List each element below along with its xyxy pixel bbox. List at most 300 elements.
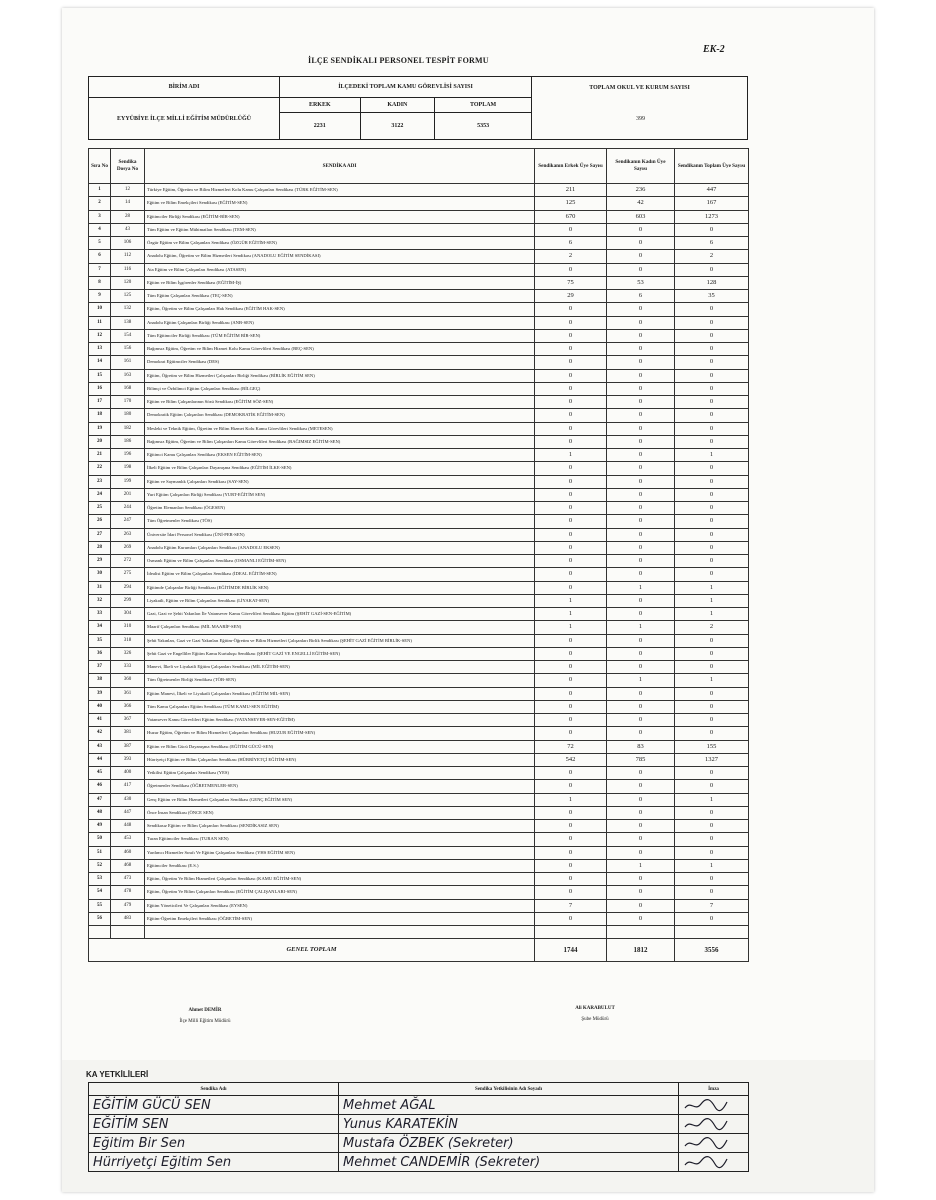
cell-toplam: 0 — [675, 846, 749, 859]
cell-erkek: 0 — [535, 409, 607, 422]
table-row — [89, 488, 749, 501]
yetkili-name: Mehmet CANDEMİR (Sekreter) — [339, 1153, 679, 1172]
cell-kadin: 0 — [607, 767, 675, 780]
cell-sira-no: 28 — [89, 541, 111, 554]
cell-toplam: 0 — [675, 820, 749, 833]
table-row — [89, 700, 749, 713]
table-row — [89, 647, 749, 660]
cell-sendika-adi: Eğitim ve Saymanlık Çalışanları Sendikası (SAY-SEN) — [145, 475, 535, 488]
cell-sira-no: 55 — [89, 899, 111, 912]
cell-sira-no: 54 — [89, 886, 111, 899]
cell-erkek: 0 — [535, 356, 607, 369]
cell-kadin: 1 — [607, 674, 675, 687]
table-row — [89, 422, 749, 435]
cell-dosya-no: 116 — [111, 263, 145, 276]
cell-sira-no: 27 — [89, 528, 111, 541]
cell-toplam: 0 — [675, 912, 749, 925]
cell-dosya-no: 120 — [111, 276, 145, 289]
cell-erkek: 0 — [535, 382, 607, 395]
cell-dosya-no: 361 — [111, 687, 145, 700]
col-sendika-adi: SENDİKA ADI — [145, 149, 535, 184]
cell-toplam: 1 — [675, 793, 749, 806]
table-row — [89, 462, 749, 475]
table-row — [89, 793, 749, 806]
col-yet-yetkili: Sendika Yetkilisinin Adı Soyadı — [339, 1083, 679, 1096]
cell-erkek: 0 — [535, 488, 607, 501]
cell-sira-no: 21 — [89, 449, 111, 462]
cell-kadin: 0 — [607, 899, 675, 912]
cell-sira-no: 23 — [89, 475, 111, 488]
cell-toplam: 0 — [675, 343, 749, 356]
cell-erkek: 0 — [535, 435, 607, 448]
cell-sendika-adi: Üniversite İdari Personel Sendikası (ÜNİ-PER-SEN) — [145, 528, 535, 541]
yetkili-row — [89, 1153, 749, 1172]
cell-dosya-no: 468 — [111, 859, 145, 872]
cell-dosya-no: 43 — [111, 223, 145, 236]
table-row — [89, 886, 749, 899]
cell-toplam: 0 — [675, 727, 749, 740]
table-row — [89, 223, 749, 236]
imza-signature — [679, 1134, 749, 1153]
table-header-row — [89, 149, 749, 184]
cell-sira-no: 26 — [89, 515, 111, 528]
cell-kadin: 0 — [607, 661, 675, 674]
cell-toplam: 0 — [675, 356, 749, 369]
cell-kadin: 0 — [607, 568, 675, 581]
table-row — [89, 449, 749, 462]
cell-toplam: 0 — [675, 488, 749, 501]
cell-sendika-adi: Eğitimde Çalışanlar Birliği Sendikası (EĞİTİMDE BİRLİK SEN) — [145, 581, 535, 594]
cell-sira-no: 7 — [89, 263, 111, 276]
cell-dosya-no: 201 — [111, 488, 145, 501]
cell-toplam: 1273 — [675, 210, 749, 223]
cell-erkek: 1 — [535, 449, 607, 462]
cell-erkek: 0 — [535, 727, 607, 740]
cell-sira-no: 24 — [89, 488, 111, 501]
cell-dosya-no: 161 — [111, 356, 145, 369]
cell-kadin: 0 — [607, 806, 675, 819]
cell-kadin: 0 — [607, 303, 675, 316]
cell-kadin: 0 — [607, 329, 675, 342]
table-row — [89, 594, 749, 607]
cell-toplam: 0 — [675, 435, 749, 448]
cell-dosya-no: 400 — [111, 767, 145, 780]
cell-sendika-adi: Eğitimci Kamu Çalışanları Sendikası (EKSEN EĞİTİM-SEN) — [145, 449, 535, 462]
cell-sira-no: 29 — [89, 555, 111, 568]
table-row — [89, 541, 749, 554]
cell-erkek: 0 — [535, 873, 607, 886]
cell-sira-no: 2 — [89, 197, 111, 210]
cell-sendika-adi: Bağımsız Eğitim, Öğretim ve Bilim Hizmet Kolu Kamu Görevlileri Sendikası (BEÇ-SEN) — [145, 343, 535, 356]
cell-sira-no: 38 — [89, 674, 111, 687]
cell-dosya-no: 460 — [111, 846, 145, 859]
cell-toplam: 1327 — [675, 753, 749, 766]
table-row — [89, 753, 749, 766]
cell-toplam: 0 — [675, 329, 749, 342]
cell-toplam: 0 — [675, 886, 749, 899]
cell-sira-no: 48 — [89, 806, 111, 819]
cell-dosya-no: 393 — [111, 753, 145, 766]
table-row — [89, 435, 749, 448]
cell-dosya-no: 180 — [111, 409, 145, 422]
cell-sira-no: 47 — [89, 793, 111, 806]
cell-sendika-adi: Eğitim Yöneticileri Ve Çalışanları Sendikası (EYSEN) — [145, 899, 535, 912]
cell-sendika-adi: Mesleki ve Teknik Eğitim, Öğretim ve Bilim Hizmet Kolu Kamu Görevlileri Sendikası (METESEN) — [145, 422, 535, 435]
cell-kadin: 42 — [607, 197, 675, 210]
cell-erkek: 0 — [535, 714, 607, 727]
table-row — [89, 767, 749, 780]
cell-toplam: 0 — [675, 767, 749, 780]
cell-dosya-no: 318 — [111, 634, 145, 647]
cell-kadin: 0 — [607, 237, 675, 250]
yetkililer-title: KA YETKİLİLERİ — [86, 1070, 149, 1079]
cell-erkek: 6 — [535, 237, 607, 250]
yetkili-row — [89, 1134, 749, 1153]
cell-sendika-adi: Eğitim, Öğretim Ve Bilim Hizmetleri Çalışanları Sendikası (KAMU EĞİTİM-SEN) — [145, 873, 535, 886]
cell-toplam: 0 — [675, 223, 749, 236]
cell-toplam: 0 — [675, 647, 749, 660]
yetkililer-header-row — [89, 1083, 749, 1096]
cell-toplam: 0 — [675, 502, 749, 515]
cell-erkek: 0 — [535, 515, 607, 528]
cell-sira-no: 30 — [89, 568, 111, 581]
cell-toplam: 0 — [675, 780, 749, 793]
cell-erkek: 0 — [535, 634, 607, 647]
cell-sendika-adi: Maarif Çalışanları Sendikası (MİL MAARİF-SEN) — [145, 621, 535, 634]
cell-erkek: 1 — [535, 594, 607, 607]
cell-kadin: 0 — [607, 475, 675, 488]
cell-toplam: 0 — [675, 661, 749, 674]
cell-erkek: 0 — [535, 767, 607, 780]
total-kadin: 1812 — [607, 939, 675, 962]
cell-sendika-adi: Huzur Eğitim, Öğretim ve Bilim Hizmetleri Çalışanları Sendikası (HUZUR EĞİTİM-SEN) — [145, 727, 535, 740]
cell-sendika-adi: Anadolu Eğitim, Öğretim ve Bilim Hizmetleri Sendikası (ANADOLU EĞİTİM SENDİKASI) — [145, 250, 535, 263]
cell-sira-no: 43 — [89, 740, 111, 753]
cell-toplam: 0 — [675, 515, 749, 528]
okul-value: 399 — [636, 116, 645, 122]
cell-sendika-adi: Manevi, İlkeli ve Liyakatli Eğitim Çalışanları Sendikası (MİL EĞİTİM-SEN) — [145, 661, 535, 674]
yetkili-row — [89, 1096, 749, 1115]
cell-erkek: 0 — [535, 820, 607, 833]
cell-dosya-no: 132 — [111, 303, 145, 316]
cell-kadin: 0 — [607, 263, 675, 276]
col-kadin-uye: Sendikanın Kadın Üye Sayısı — [607, 149, 675, 184]
cell-sendika-adi: Eğitim ve Bilim Gücü Dayanışma Sendikası (EĞİTİM GÜCÜ-SEN) — [145, 740, 535, 753]
cell-dosya-no: 138 — [111, 316, 145, 329]
yetkililer-table — [88, 1082, 749, 1172]
form-title: İLÇE SENDİKALI PERSONEL TESPİT FORMU — [308, 56, 489, 65]
table-row — [89, 303, 749, 316]
cell-kadin: 0 — [607, 687, 675, 700]
cell-erkek: 0 — [535, 674, 607, 687]
imza-signature — [679, 1096, 749, 1115]
cell-sira-no: 49 — [89, 820, 111, 833]
cell-dosya-no: 125 — [111, 290, 145, 303]
cell-toplam: 1 — [675, 581, 749, 594]
cell-kadin: 0 — [607, 727, 675, 740]
ek-label: EK-2 — [703, 44, 725, 55]
cell-sendika-adi: Liyakatli, Eğitim ve Bilim Çalışanları Sendikası (LİYAKAT-SEN) — [145, 594, 535, 607]
yetkili-row — [89, 1115, 749, 1134]
cell-sira-no: 17 — [89, 396, 111, 409]
cell-sendika-adi: Tüm Öğretmenler Birliği Sendikası (TÖB-SEN) — [145, 674, 535, 687]
cell-kadin: 0 — [607, 396, 675, 409]
col-yet-sendika: Sendika Adı — [89, 1083, 339, 1096]
table-row — [89, 926, 749, 939]
yetkili-sendika: Hürriyetçi Eğitim Sen — [89, 1153, 339, 1172]
cell-sendika-adi: İlkeli Eğitim ve Bilim Çalışanları Dayanışma Sendikası (EĞİTİM İLKE-SEN) — [145, 462, 535, 475]
cell-toplam: 0 — [675, 382, 749, 395]
cell-kadin: 83 — [607, 740, 675, 753]
cell-sira-no: 53 — [89, 873, 111, 886]
cell-erkek: 0 — [535, 528, 607, 541]
table-row — [89, 555, 749, 568]
cell-toplam: 0 — [675, 873, 749, 886]
cell-sira-no: 46 — [89, 780, 111, 793]
table-row — [89, 343, 749, 356]
okul-label: TOPLAM OKUL VE KURUM SAYISI — [532, 77, 748, 140]
cell-kadin: 0 — [607, 356, 675, 369]
signature-left — [150, 1008, 260, 1024]
cell-kadin: 603 — [607, 210, 675, 223]
cell-kadin: 0 — [607, 886, 675, 899]
table-row — [89, 329, 749, 342]
cell-kadin: 0 — [607, 449, 675, 462]
cell-toplam: 0 — [675, 475, 749, 488]
signature-right-title: Şube Müdürü — [581, 1017, 609, 1022]
cell-toplam: 0 — [675, 409, 749, 422]
cell-sira-no: 10 — [89, 303, 111, 316]
cell-toplam: 0 — [675, 316, 749, 329]
cell-dosya-no: 196 — [111, 449, 145, 462]
cell-sira-no: 34 — [89, 621, 111, 634]
cell-dosya-no: 263 — [111, 528, 145, 541]
erkek-label: ERKEK — [280, 98, 361, 113]
cell-kadin: 0 — [607, 502, 675, 515]
cell-toplam: 0 — [675, 263, 749, 276]
cell-toplam — [675, 926, 749, 939]
cell-kadin: 0 — [607, 515, 675, 528]
cell-kadin: 785 — [607, 753, 675, 766]
toplam-value: 5353 — [435, 113, 532, 140]
cell-kadin: 0 — [607, 223, 675, 236]
cell-sendika-adi: Eğitim ve Bilim Çalışanlarının Sözü Sendikası (EĞİTİM SÖZ-SEN) — [145, 396, 535, 409]
cell-dosya-no: 199 — [111, 475, 145, 488]
cell-sira-no: 31 — [89, 581, 111, 594]
cell-sendika-adi: Tüm Öğretmenler Sendikası (TÖS) — [145, 515, 535, 528]
cell-sendika-adi: Bilimçi ve Özbilimci Eğitim Çalışanları Sendikası (BİLGEÇ) — [145, 382, 535, 395]
table-row — [89, 621, 749, 634]
cell-erkek: 7 — [535, 899, 607, 912]
cell-sira-no: 50 — [89, 833, 111, 846]
cell-dosya-no: 294 — [111, 581, 145, 594]
cell-erkek: 0 — [535, 886, 607, 899]
cell-sendika-adi: Yetkilisi Eğitim Çalışanları Sendikası (YES) — [145, 767, 535, 780]
kadin-value: 3122 — [360, 113, 435, 140]
cell-dosya-no: 163 — [111, 369, 145, 382]
cell-erkek: 211 — [535, 184, 607, 197]
table-row — [89, 687, 749, 700]
cell-sendika-adi: Tüm Kamu Çalışanları Eğitim Sendikası (TÜM KAMU-SEN EĞİTİM) — [145, 700, 535, 713]
table-row — [89, 396, 749, 409]
cell-dosya-no: 154 — [111, 329, 145, 342]
table-row — [89, 740, 749, 753]
cell-kadin: 0 — [607, 528, 675, 541]
cell-erkek: 2 — [535, 250, 607, 263]
cell-dosya-no: 168 — [111, 382, 145, 395]
table-row — [89, 409, 749, 422]
cell-sendika-adi: Eğitim, Öğretim ve Bilim Hizmetleri Çalışanları Birliği Sendikası (BİRLİK EĞİTİM SEN) — [145, 369, 535, 382]
cell-dosya-no: 326 — [111, 647, 145, 660]
cell-toplam: 1 — [675, 449, 749, 462]
cell-toplam: 1 — [675, 608, 749, 621]
header-table — [88, 76, 748, 140]
cell-erkek: 0 — [535, 806, 607, 819]
cell-toplam: 2 — [675, 250, 749, 263]
cell-sendika-adi: Şehit Gazi ve Engelliler Eğitim Kamu Kurtuluşu Sendikası (ŞEHİT GAZİ VE ENGELLİ EĞİTİM-SEN) — [145, 647, 535, 660]
cell-toplam: 0 — [675, 833, 749, 846]
cell-sira-no: 22 — [89, 462, 111, 475]
cell-dosya-no: 272 — [111, 555, 145, 568]
birim-adi-label: BİRİM ADI — [89, 77, 280, 98]
cell-kadin: 0 — [607, 846, 675, 859]
cell-kadin: 236 — [607, 184, 675, 197]
cell-toplam: 0 — [675, 714, 749, 727]
table-row — [89, 846, 749, 859]
yetkili-name: Mustafa ÖZBEK (Sekreter) — [339, 1134, 679, 1153]
cell-dosya-no: 182 — [111, 422, 145, 435]
cell-sendika-adi: Demokrat Eğitimciler Sendikası (DES) — [145, 356, 535, 369]
cell-toplam: 0 — [675, 806, 749, 819]
cell-sendika-adi — [145, 926, 535, 939]
table-row — [89, 661, 749, 674]
cell-erkek: 542 — [535, 753, 607, 766]
table-row — [89, 568, 749, 581]
cell-dosya-no: 275 — [111, 568, 145, 581]
cell-sira-no: 9 — [89, 290, 111, 303]
table-row — [89, 714, 749, 727]
cell-sendika-adi: Ata Eğitim ve Bilim Çalışanları Sendikası (ATASEN) — [145, 263, 535, 276]
cell-sira-no: 1 — [89, 184, 111, 197]
cell-sira-no: 19 — [89, 422, 111, 435]
cell-toplam: 1 — [675, 594, 749, 607]
cell-toplam: 447 — [675, 184, 749, 197]
cell-toplam: 0 — [675, 369, 749, 382]
genel-toplam-row — [89, 939, 749, 962]
table-row — [89, 674, 749, 687]
cell-sendika-adi: Öğretmenler Sendikası (ÖĞRETMENLER-SEN) — [145, 780, 535, 793]
cell-sira-no: 45 — [89, 767, 111, 780]
cell-erkek: 29 — [535, 290, 607, 303]
cell-erkek: 0 — [535, 223, 607, 236]
cell-dosya-no: 447 — [111, 806, 145, 819]
cell-sira-no: 3 — [89, 210, 111, 223]
signature-left-name: Ahmet DEMİR — [188, 1008, 222, 1013]
cell-toplam: 35 — [675, 290, 749, 303]
cell-toplam: 167 — [675, 197, 749, 210]
birim-adi-value: EYYÜBİYE İLÇE MİLLİ EĞİTİM MÜDÜRLÜĞÜ — [89, 98, 280, 140]
col-erkek-uye: Sendikanın Erkek Üye Sayısı — [535, 149, 607, 184]
cell-kadin: 1 — [607, 621, 675, 634]
cell-dosya-no: 247 — [111, 515, 145, 528]
cell-kadin: 0 — [607, 820, 675, 833]
cell-dosya-no: 106 — [111, 237, 145, 250]
table-row — [89, 250, 749, 263]
cell-toplam: 0 — [675, 303, 749, 316]
table-row — [89, 369, 749, 382]
table-row — [89, 873, 749, 886]
cell-toplam: 0 — [675, 422, 749, 435]
cell-dosya-no: 299 — [111, 594, 145, 607]
cell-sendika-adi: Anadolu Eğitim Çalışanları Birliği Sendikası (ANB-SEN) — [145, 316, 535, 329]
cell-toplam: 7 — [675, 899, 749, 912]
cell-sira-no: 16 — [89, 382, 111, 395]
cell-toplam: 0 — [675, 555, 749, 568]
cell-dosya-no: 14 — [111, 197, 145, 210]
cell-kadin: 0 — [607, 409, 675, 422]
cell-toplam: 0 — [675, 634, 749, 647]
cell-sira-no: 15 — [89, 369, 111, 382]
cell-kadin: 0 — [607, 316, 675, 329]
cell-kadin: 0 — [607, 594, 675, 607]
cell-toplam: 0 — [675, 541, 749, 554]
cell-erkek: 0 — [535, 422, 607, 435]
cell-kadin: 0 — [607, 555, 675, 568]
signature-left-title: İlçe Milli Eğitim Müdürü — [179, 1019, 231, 1024]
cell-sendika-adi: Eğitim-Öğretim Emekçileri Sendikası (ÖĞRETİM-SEN) — [145, 912, 535, 925]
cell-dosya-no: 387 — [111, 740, 145, 753]
col-yet-imza: İmza — [679, 1083, 749, 1096]
cell-kadin: 0 — [607, 634, 675, 647]
sendika-table — [88, 148, 749, 962]
cell-kadin: 0 — [607, 873, 675, 886]
cell-erkek: 1 — [535, 793, 607, 806]
cell-sendika-adi: Özgür Eğitim ve Bilim Çalışanları Sendikası (ÖZGÜR EĞİTİM-SEN) — [145, 237, 535, 250]
imza-signature — [679, 1153, 749, 1172]
yetkili-name: Mehmet AĞAL — [339, 1096, 679, 1115]
cell-sira-no — [89, 926, 111, 939]
cell-erkek: 0 — [535, 661, 607, 674]
cell-dosya-no: 367 — [111, 714, 145, 727]
cell-dosya-no: 479 — [111, 899, 145, 912]
cell-erkek: 0 — [535, 369, 607, 382]
table-row — [89, 290, 749, 303]
table-row — [89, 184, 749, 197]
cell-erkek: 0 — [535, 541, 607, 554]
cell-toplam: 2 — [675, 621, 749, 634]
table-row — [89, 912, 749, 925]
cell-dosya-no: 156 — [111, 343, 145, 356]
cell-dosya-no: 381 — [111, 727, 145, 740]
cell-sira-no: 36 — [89, 647, 111, 660]
cell-erkek: 0 — [535, 859, 607, 872]
cell-kadin: 0 — [607, 833, 675, 846]
cell-erkek: 0 — [535, 475, 607, 488]
cell-kadin: 0 — [607, 422, 675, 435]
cell-sendika-adi: Eğitimciler Sendikası (E.S.) — [145, 859, 535, 872]
cell-dosya-no: 310 — [111, 621, 145, 634]
cell-kadin: 0 — [607, 541, 675, 554]
cell-kadin: 0 — [607, 462, 675, 475]
cell-sira-no: 51 — [89, 846, 111, 859]
cell-toplam: 1 — [675, 859, 749, 872]
cell-sendika-adi: Turan Eğitimciler Sendikası (TURAN SEN) — [145, 833, 535, 846]
cell-dosya-no: 333 — [111, 661, 145, 674]
table-row — [89, 356, 749, 369]
cell-sira-no: 39 — [89, 687, 111, 700]
signature-right-name: Ali KARABULUT — [575, 1006, 615, 1011]
table-row — [89, 899, 749, 912]
